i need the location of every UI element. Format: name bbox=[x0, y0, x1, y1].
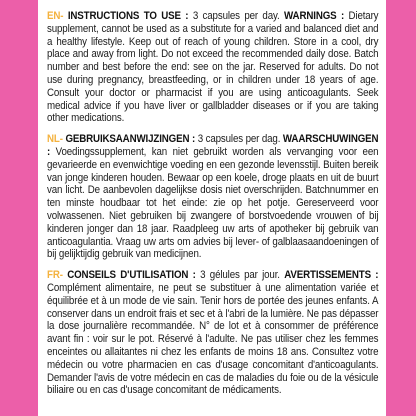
instructions-text-fr: 3 gélules par jour. bbox=[200, 269, 280, 282]
lang-code-fr: FR- bbox=[47, 269, 63, 282]
warnings-text-en: Dietary supplement, cannot be used as a substitute for a varied and balanced diet and a healthy lifestyle. Keep out of reach of young children. Store in a cool, dry place and away from light. Do not exceed the recommended daily dose. Batch number and best before the end: see on the jar. Reserved for adults. Do not use during pregnancy, breastfeeding, or in children under 18 years of age. Consult your doctor or pharmacist if you are using anticoagulants. Seek medical advice if you have liver or gallbladder diseases or if you are taking other medications. bbox=[47, 10, 379, 125]
section-en bbox=[47, 10, 378, 125]
warnings-text-fr: Complément alimentaire, ne peut se substituer à une alimentation variée et équilibrée et à un mode de vie sain. Tenir hors de portée des jeunes enfants. A conserver dans un endroit frais et sec et à l'abri de la lumière. Ne pas dépasser la dose journalière recommandée. N° de lot et à consommer de préférence avant fin : voir sur le pot. Réservé à l'adulte. Ne pas utiliser chez les femmes enceintes ou allaitantes ni chez les enfants de moins 18 ans. Consultez votre médecin ou votre pharmacien en cas d'usage concomitant d'anticoagulants. Demander l'avis de votre médecin en cas de maladies du foie ou de la vésicule biliaire ou en cas d'usage concomitant de médicaments. bbox=[47, 281, 379, 397]
instructions-heading-nl: GEBRUIKSAANWIJZINGEN : bbox=[65, 133, 196, 146]
warnings-heading-nl: WAARSCHUWINGEN : bbox=[47, 133, 379, 158]
section-fr bbox=[47, 269, 378, 397]
instructions-text-nl: 3 capsules per dag. bbox=[197, 133, 281, 146]
instructions-text-en: 3 capsules per day. bbox=[192, 10, 280, 22]
instructions-heading-en: INSTRUCTIONS TO USE : bbox=[67, 10, 189, 22]
warnings-text-nl: Voedingssupplement, kan niet gebruikt worden als vervanging voor een gevarieerde en evenwichtige voeding en een gezonde levensstijl. Buiten bereik van jonge kinderen houden. Bewaar op een koele, droge plaats en uit de buurt van licht. De aanbevolen dagelijkse dosis niet overschrijden. Batchnummer en ten minste houdbaar tot het einde: zie op het potje. Gereserveerd voor volwassenen. Niet gebruiken bij zwangere of borstvoedende vrouwen of bij kinderen jonger dan 18 jaar. Raadpleeg uw arts of apotheker bij gebruik van anticoagulantia. Vraag uw arts om advies bij lever- of galblaasaandoeningen of bij gelijktijdig gebruik van medicijnen. bbox=[47, 145, 379, 261]
instructions-panel bbox=[38, 0, 386, 416]
warnings-heading-en: WARNINGS : bbox=[284, 10, 345, 22]
section-nl bbox=[47, 133, 378, 261]
lang-code-nl: NL- bbox=[47, 133, 63, 146]
instructions-heading-fr: CONSEILS D'UTILISATION : bbox=[67, 269, 196, 282]
lang-code-en: EN- bbox=[47, 10, 64, 22]
warnings-heading-fr: AVERTISSEMENTS : bbox=[284, 269, 379, 282]
